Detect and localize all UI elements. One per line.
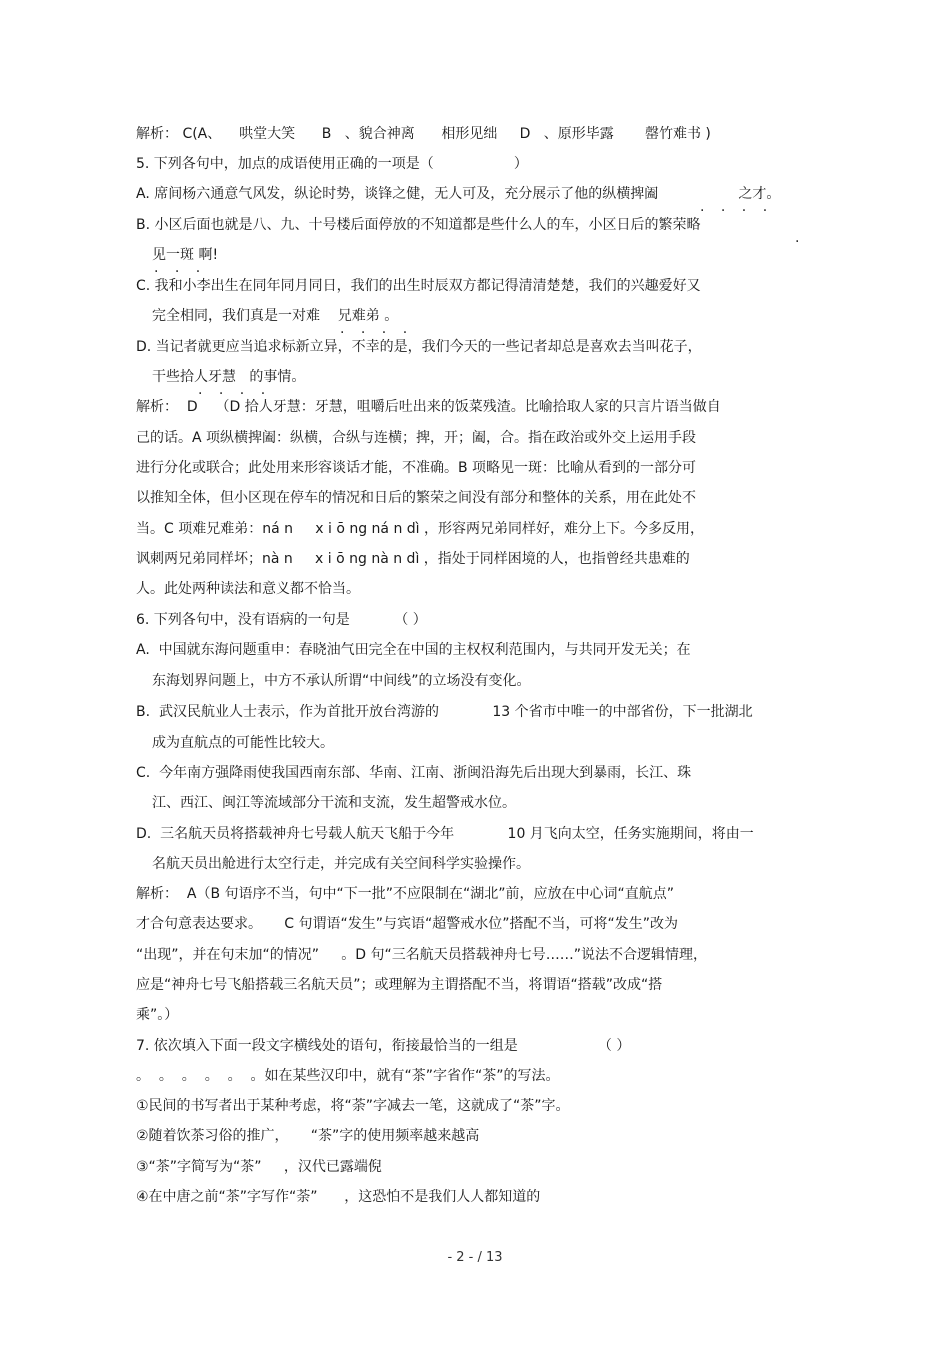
q6-option-a-cont: 东海划界问题上，中方不承认所谓“中间线”的立场没有变化。 xyxy=(152,673,531,689)
analysis-q6: 解析： A（B 句语序不当，句中“下一批”不应限制在“湖北”前，应放在中心词“直航点” xyxy=(136,886,675,902)
q5-option-a: A. 席间杨六通意气风发，纵论时势，谈锋之健，无人可及，充分展示了他的纵横捭阖 之才。 xyxy=(136,186,781,202)
analysis-q4: 解析： C(A、 哄堂大笑 B 、貌合神离 相形见绌 D 、原形毕露 罄竹难书 ) xyxy=(136,126,711,142)
analysis-q5: 己的话。A 项纵横捭阖：纵横，合纵与连横；捭，开；阖，合。指在政治或外交上运用手段 xyxy=(136,430,697,446)
q6-option-b-cont: 成为直航点的可能性比较大。 xyxy=(152,735,334,751)
analysis-q5: 以推知全体，但小区现在停车的情况和日后的繁荣之间没有部分和整体的关系，用在此处不 xyxy=(136,490,696,506)
analysis-q6: “出现”，并在句末加“的情况” 。D 句“三名航天员搭载神舟七号……”说法不合逻辑情理， xyxy=(136,947,707,963)
q6-option-c-cont: 江、西江、闽江等流域部分干流和支流，发生超警戒水位。 xyxy=(152,795,516,811)
q6-option-d-cont: 名航天员出舱进行太空行走，并完成有关空间科学实验操作。 xyxy=(152,856,530,872)
question-6-stem: 6. 下列各句中，没有语病的一句是 （ ） xyxy=(136,612,427,628)
q6-option-b: B. 武汉民航业人士表示，作为首批开放台湾游的 13 个省市中唯一的中部省份，下一批湖北 xyxy=(136,704,753,720)
analysis-q6: 应是“神舟七号飞船搭载三名航天员”；或理解为主谓搭配不当，将谓语“搭载”改成“搭 xyxy=(136,977,663,993)
analysis-q5: 讽刺两兄弟同样坏；nà n x i ō ng nà n dì ，指处于同样困境的人，也指曾经共患难的 xyxy=(136,551,690,567)
q7-sentence-1: ①民间的书写者出于某种考虑，将“荼”字减去一笔，这就成了“茶”字。 xyxy=(136,1098,570,1114)
q5-option-d-cont: 干些拾人牙慧 的事情。 xyxy=(152,369,306,385)
emphasis-dots: . . . . xyxy=(198,382,272,398)
q5-option-c-cont: 完全相同，我们真是一对难 兄难弟 。 xyxy=(152,308,399,324)
analysis-q5: 人。此处两种读法和意义都不恰当。 xyxy=(136,581,360,597)
q5-option-c: C. 我和小李出生在同年同月同日，我们的出生时辰双方都记得清清楚楚，我们的兴趣爱好又 xyxy=(136,278,701,294)
emphasis-dots: . . . . xyxy=(340,321,414,337)
emphasis-dots: . . . xyxy=(154,260,207,276)
analysis-q6: 乘”。） xyxy=(136,1007,179,1023)
page-number: - 2 - / 13 xyxy=(447,1250,503,1265)
analysis-q5: 解析： D （D 拾人牙慧：牙慧，咀嚼后吐出来的饭菜残渣。比喻拾取人家的只言片语当做自 xyxy=(136,399,721,415)
q7-sentence-4: ④在中唐之前“茶”字写作“荼” ，这恐怕不是我们人人都知道的 xyxy=(136,1189,541,1205)
analysis-q5: 进行分化或联合；此处用来形容谈话才能，不准确。B 项略见一斑：比喻从看到的一部分可 xyxy=(136,460,697,476)
question-7-stem: 7. 依次填入下面一段文字横线处的语句，衔接最恰当的一组是 （ ） xyxy=(136,1038,631,1054)
q6-option-a: A. 中国就东海问题重申：春晓油气田完全在中国的主权权利范围内，与共同开发无关；在 xyxy=(136,642,691,658)
analysis-q5: 当。C 项难兄难弟：ná n x i ō ng ná n dì ，形容两兄弟同样好，难分上下。今多反用， xyxy=(136,521,705,537)
question-5-stem: 5. 下列各句中，加点的成语使用正确的一项是（ ） xyxy=(136,156,528,172)
q7-sentence-3: ③“茶”字简写为“茶” ，汉代已露端倪 xyxy=(136,1159,382,1175)
q6-option-d: D. 三名航天员将搭载神舟七号载人航天飞船于今年 10 月飞向太空，任务实施期间，将由一 xyxy=(136,826,754,842)
q6-option-c: C. 今年南方强降雨使我国西南东部、华南、江南、浙闽沿海先后出现大到暴雨，长江、珠 xyxy=(136,765,692,781)
q5-option-d: D. 当记者就更应当追求标新立异，不幸的是，我们今天的一些记者却总是喜欢去当叫花子， xyxy=(136,339,702,355)
q7-passage: 。 。 。 。 。 。如在某些汉印中，就有“茶”字省作“茶”的写法。 xyxy=(136,1068,560,1084)
emphasis-dots: . xyxy=(795,230,806,246)
analysis-q6: 才合句意表达要求。 C 句谓语“发生”与宾语“超警戒水位”搭配不当，可将“发生”改为 xyxy=(136,916,678,932)
q7-sentence-2: ②随着饮茶习俗的推广， “茶”字的使用频率越来越高 xyxy=(136,1128,480,1144)
q5-option-b-cont: 见一斑 啊! xyxy=(152,247,219,263)
q5-option-b: B. 小区后面也就是八、九、十号楼后面停放的不知道都是些什么人的车，小区日后的繁荣略 xyxy=(136,217,701,233)
emphasis-dots: . . . . xyxy=(700,199,774,215)
